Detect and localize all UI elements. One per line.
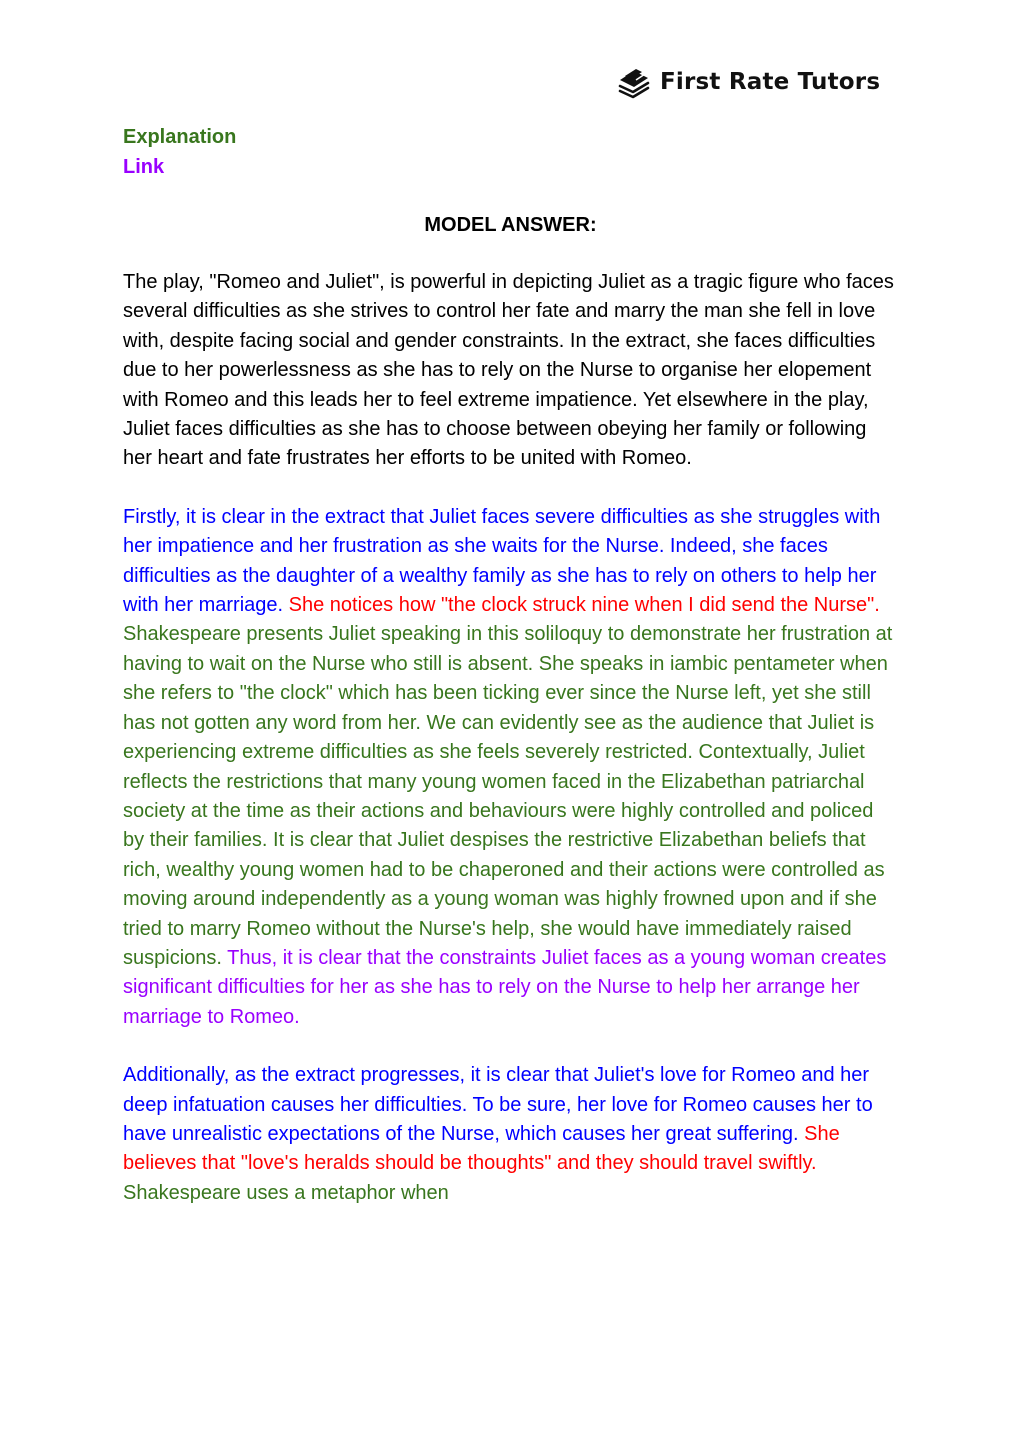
explanation-text: Shakespeare presents Juliet speaking in this soliloquy to demonstrate her frustration at having to wait on the Nurse who still is absent. She speaks in iambic pentameter when she refers to "the clock" which has been ticking ever since the Nurse left, yet she still has not gotten any word from her. We can evidently see as the audience that Juliet is experiencing extreme difficulties as she feels severely restricted. Contextually, Juliet reflects the restrictions that many young women faced in the Elizabethan patriarchal society at the time as their actions and behaviours were highly controlled and policed by their families. It is clear that Juliet despises the restrictive Elizabethan beliefs that rich, wealthy young women had to be chaperoned and their actions were controlled as moving around independently as a young woman was highly frowned upon and if she tried to marry Romeo without the Nurse's help, she would have immediately raised suspicions. [123, 623, 893, 969]
point-sentence: Firstly, it is clear in the extract that Juliet faces severe difficulties as she struggles with her impatience and her frustration as she waits for the Nurse. Indeed, she faces difficulties as the daughter of a wealthy family as she has to rely on others to help her with her marriage. [123, 505, 881, 617]
legend-explanation: Explanation [123, 126, 237, 148]
stacked-books-icon [616, 64, 652, 100]
evidence-quote: She believes that "love's heralds should be thoughts" and they should travel swiftly. [123, 1122, 840, 1175]
body-paragraph-2 [123, 1061, 898, 1208]
body-paragraph-1 [123, 503, 898, 1032]
link-sentence: Thus, it is clear that the constraints Juliet faces as a young woman creates significant difficulties for her as she has to rely on the Nurse to help her arrange her marriage to Romeo. [123, 946, 887, 1028]
evidence-quote: She notices how "the clock struck nine when I did send the Nurse". [288, 594, 880, 617]
document-body [123, 122, 898, 1208]
page-title: MODEL ANSWER: [424, 214, 597, 236]
brand-name: First Rate Tutors [660, 69, 881, 95]
point-sentence: Additionally, as the extract progresses, it is clear that Juliet's love for Romeo and her deep infatuation causes her difficulties. To be sure, her love for Romeo causes her to have unrealistic expectations of the Nurse, which causes her great suffering. [123, 1064, 873, 1145]
legend-link: Link [123, 156, 165, 178]
explanation-text: Shakespeare uses a metaphor when [123, 1181, 449, 1204]
introduction-paragraph: The play, "Romeo and Juliet", is powerful in depicting Juliet as a tragic figure who faces several difficulties as she strives to control her fate and marry the man she fell in love with, despite facing social and gender constraints. In the extract, she faces difficulties due to her powerlessness as she has to rely on the Nurse to organise her elopement with Romeo and this leads her to feel extreme impatience. Yet elsewhere in the play, Juliet faces difficulties as she has to choose between obeying her family or following her heart and fate frustrates her efforts to be united with Romeo. [123, 271, 894, 470]
brand-logo [616, 64, 880, 100]
